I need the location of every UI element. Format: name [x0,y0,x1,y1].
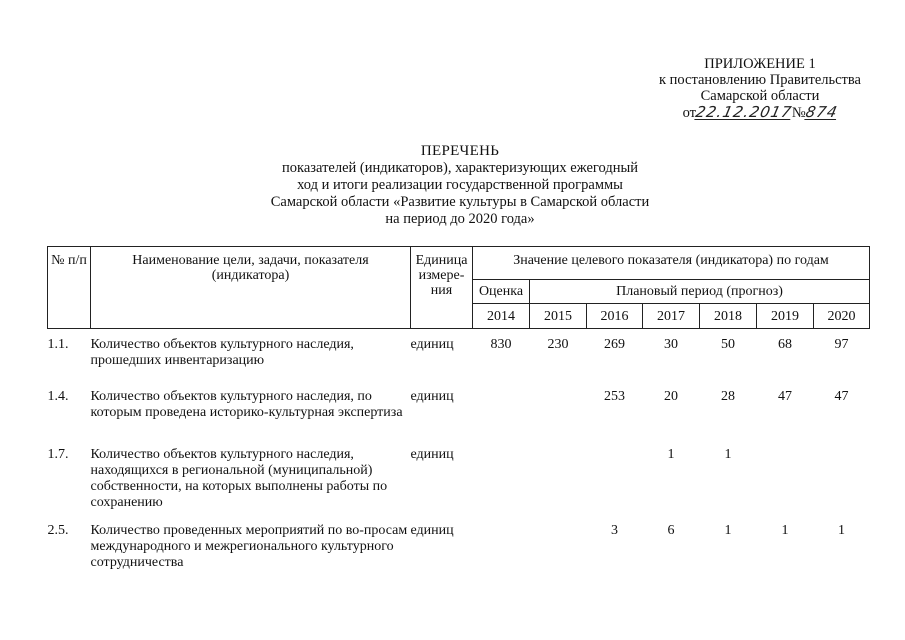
handwritten-number: 874 [803,103,840,121]
title-line-4: Самарской области «Развитие культуры в Самарской области [270,194,650,210]
header-year: 2014 [473,304,530,329]
header-estimate: Оценка [473,280,530,304]
title-heading: ПЕРЕЧЕНЬ [420,143,500,159]
row-name: Количество объектов культурного наследия, прошедших инвентаризацию [90,337,354,368]
row-value: 269 [604,337,625,352]
title-line-3: ход и итоги реализации государственной программы [297,177,623,193]
row-value: 28 [721,388,735,404]
indicators-table [47,246,870,575]
row-value: 68 [778,337,792,352]
title-line-2: показателей (индикаторов), характеризующих ежегодный [282,160,638,176]
appendix-date-line [659,104,861,121]
header-year: 2015 [530,304,587,329]
row-value [530,515,587,575]
header-year: 2017 [643,304,700,329]
row-value: 1 [724,522,732,538]
row-value [530,439,587,515]
header-year: 2019 [757,304,814,329]
row-name: Количество объектов культурного наследия, находящихся в региональной (муниципальной) собственности, на которых выполнены работы по сохранению [90,446,388,510]
row-value [814,439,870,515]
row-value: 30 [664,337,678,352]
table-row [48,381,870,439]
appendix-region-line: Самарской области [700,88,820,104]
handwritten-date: 22.12.2017 [694,103,794,121]
row-num: 1.4. [47,388,69,404]
row-value [473,515,530,575]
row-value: 830 [490,337,512,352]
row-value: 1 [667,446,675,462]
row-num: 1.1. [47,337,69,352]
table-row [48,515,870,575]
appendix-header [659,56,861,121]
row-unit: единиц [410,446,454,462]
appendix-title: ПРИЛОЖЕНИЕ 1 [704,56,816,72]
row-value [473,439,530,515]
number-prefix: № [791,105,806,121]
appendix-resolution-line: к постановлению Правительства [659,72,861,88]
table-row [48,329,870,381]
row-unit: единиц [410,522,454,538]
date-prefix: от [682,105,697,121]
row-unit: единиц [410,337,454,352]
header-name: Наименование цели, задачи, показателя (индикатора) [91,247,411,329]
row-value [757,439,814,515]
header-year: 2016 [587,304,643,329]
row-unit: единиц [410,388,454,404]
row-value: 47 [778,388,792,404]
row-value: 20 [664,388,678,404]
table-header [48,247,870,329]
header-num: № п/п [48,247,91,329]
header-unit: Единица измере-ния [411,247,473,329]
row-value: 50 [721,337,735,352]
row-value: 253 [604,388,625,404]
table-row [48,439,870,515]
row-value: 1 [724,446,732,462]
row-name: Количество проведенных мероприятий по во-просам международного и межрегионального культурного сотрудничества [90,522,408,570]
header-year: 2018 [700,304,757,329]
row-num: 1.7. [47,446,69,462]
title-line-5: на период до 2020 года» [385,211,535,227]
row-value: 47 [834,388,849,404]
row-num: 2.5. [47,522,69,538]
document-title [210,143,710,228]
row-value: 97 [834,337,849,352]
header-year: 2020 [814,304,870,329]
row-value: 6 [667,522,675,538]
row-value [530,381,587,439]
row-value: 1 [838,522,845,538]
row-value: 1 [781,522,789,538]
table-body [48,329,870,575]
row-value [473,381,530,439]
row-value: 230 [547,337,569,352]
header-values-group: Значение целевого показателя (индикатора) по годам [473,247,870,280]
row-value: 3 [611,522,618,538]
row-value [587,439,643,515]
header-plan-period: Плановый период (прогноз) [530,280,870,304]
row-name: Количество объектов культурного наследия, по которым проведена историко-культурная экспертиза [90,388,403,420]
